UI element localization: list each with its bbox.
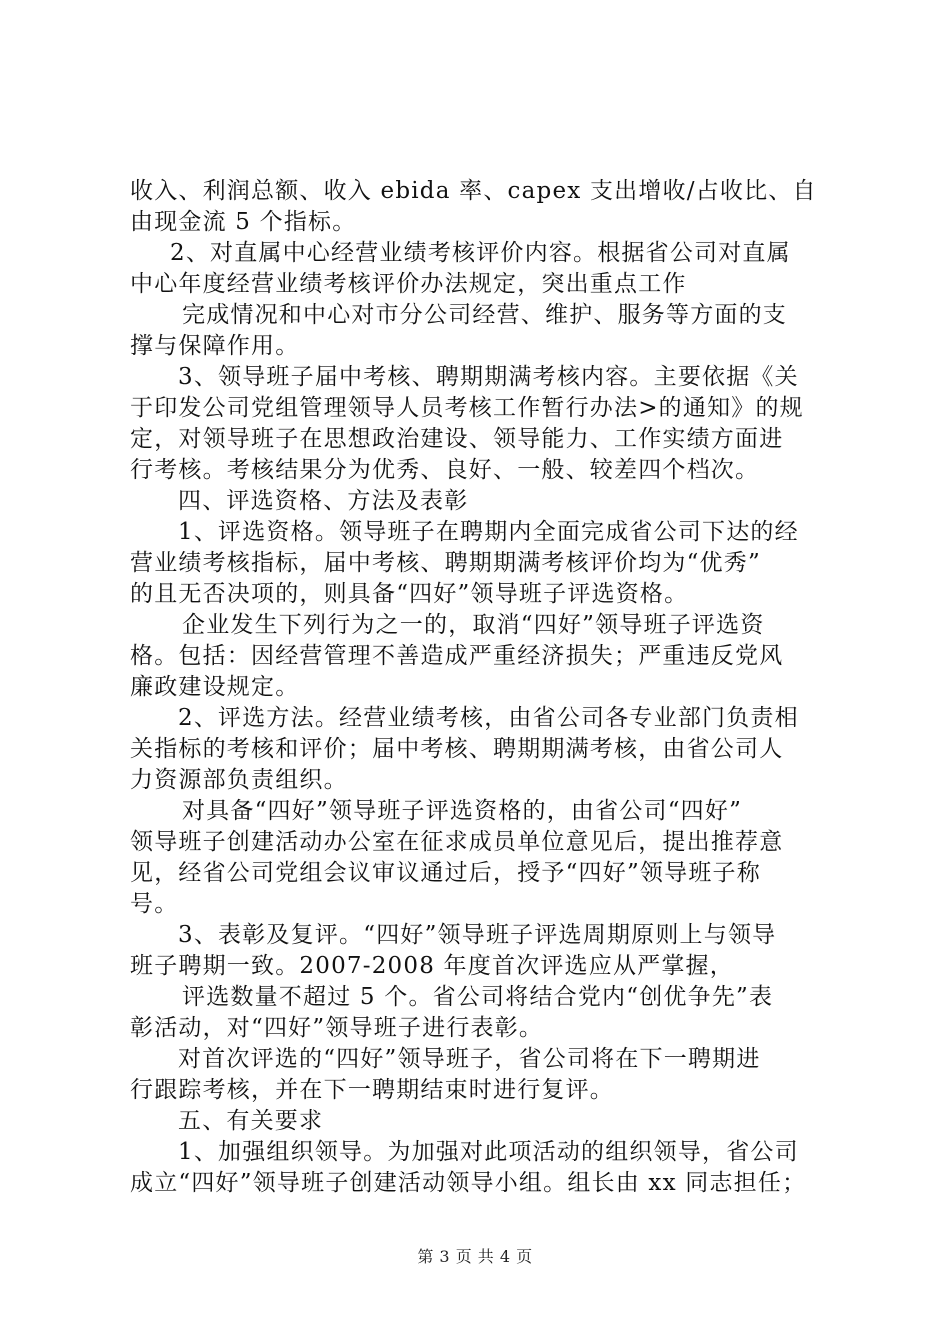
text-line: 撑与保障作用。: [130, 333, 300, 359]
text-line: 由现金流 5 个指标。: [130, 209, 357, 235]
text-line: 见，经省公司党组会议审议通过后，授予“四好”领导班子称: [130, 860, 761, 886]
text-line: 3、表彰及复评。“四好”领导班子评选周期原则上与领导: [178, 922, 777, 948]
text-line: 对具备“四好”领导班子评选资格的，由省公司“四好”: [182, 798, 743, 824]
text-line: 行考核。考核结果分为优秀、良好、一般、较差四个档次。: [130, 457, 760, 483]
text-line: 于印发公司党组管理领导人员考核工作暂行办法>的通知》的规: [130, 395, 804, 421]
text-line: 班子聘期一致。2007-2008 年度首次评选应从严掌握，: [130, 953, 734, 979]
text-line: 行跟踪考核，并在下一聘期结束时进行复评。: [130, 1077, 614, 1103]
text-line: 2、评选方法。经营业绩考核，由省公司各专业部门负责相: [178, 705, 799, 731]
text-line: 中心年度经营业绩考核评价办法规定，突出重点工作: [130, 271, 687, 297]
section-heading: 五、有关要求: [178, 1108, 324, 1134]
text-line: 成立“四好”领导班子创建活动领导小组。组长由 xx 同志担任；: [130, 1170, 807, 1196]
text-line: 2、对直属中心经营业绩考核评价内容。根据省公司对直属: [170, 240, 791, 266]
text-line: 1、评选资格。领导班子在聘期内全面完成省公司下达的经: [178, 519, 799, 545]
text-line: 1、加强组织领导。为加强对此项活动的组织领导，省公司: [178, 1139, 799, 1165]
text-line: 收入、利润总额、收入 ebida 率、capex 支出增收/占收比、自: [130, 178, 817, 204]
text-line: 评选数量不超过 5 个。省公司将结合党内“创优争先”表: [182, 984, 774, 1010]
page-footer: 第 3 页 共 4 页: [417, 1247, 533, 1266]
text-line: 对首次评选的“四好”领导班子，省公司将在下一聘期进: [178, 1046, 761, 1072]
text-line: 领导班子创建活动办公室在征求成员单位意见后，提出推荐意: [130, 829, 784, 855]
body-text: [130, 176, 830, 1199]
section-heading: 四、评选资格、方法及表彰: [178, 488, 469, 514]
text-line: 定，对领导班子在思想政治建设、领导能力、工作实绩方面进: [130, 426, 784, 452]
text-line: 企业发生下列行为之一的，取消“四好”领导班子评选资: [182, 612, 765, 638]
text-line: 号。: [130, 891, 179, 917]
text-line: 的且无否决项的，则具备“四好”领导班子评选资格。: [130, 581, 689, 607]
text-line: 3、领导班子届中考核、聘期期满考核内容。主要依据《关: [178, 364, 799, 390]
text-line: 营业绩考核指标，届中考核、聘期期满考核评价均为“优秀”: [130, 550, 761, 576]
text-line: 廉政建设规定。: [130, 674, 300, 700]
text-line: 关指标的考核和评价；届中考核、聘期期满考核，由省公司人: [130, 736, 784, 762]
text-line: 完成情况和中心对市分公司经营、维护、服务等方面的支: [182, 302, 787, 328]
text-line: 力资源部负责组织。: [130, 767, 348, 793]
text-line: 彰活动，对“四好”领导班子进行表彰。: [130, 1015, 544, 1041]
text-line: 格。包括：因经营管理不善造成严重经济损失；严重违反党风: [130, 643, 784, 669]
